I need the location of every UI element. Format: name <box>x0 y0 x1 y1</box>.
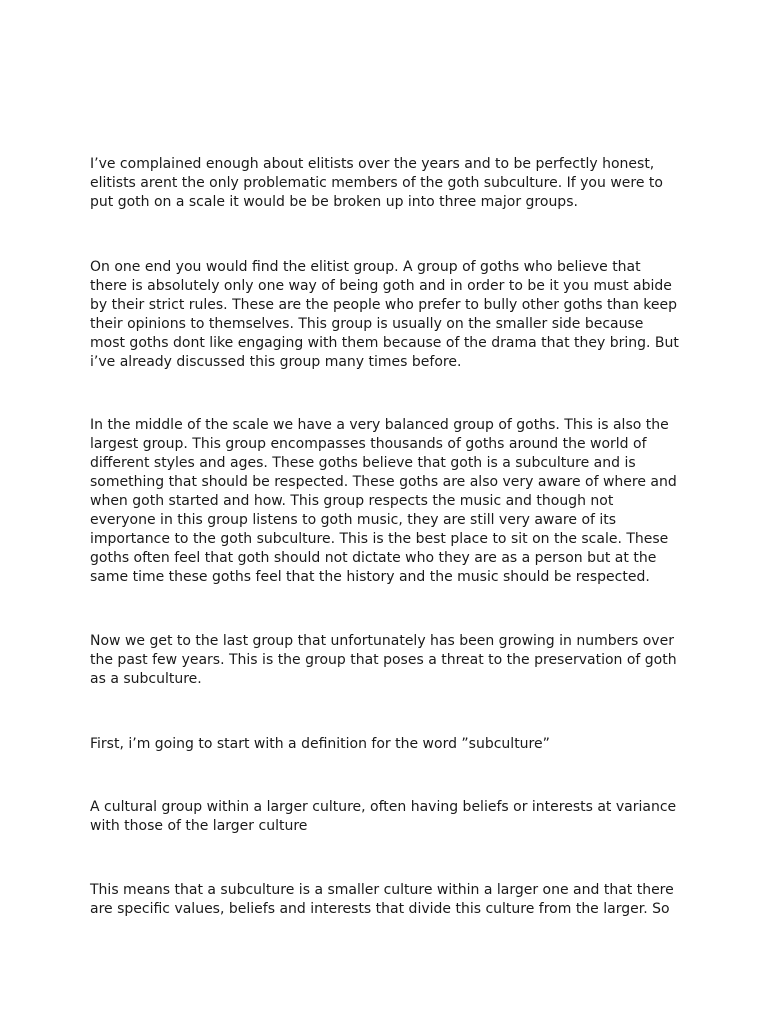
paragraph-definition: A cultural group within a larger culture, often having beliefs or interests at variance with those of the larger culture <box>90 799 677 834</box>
paragraph-intro: I’ve complained enough about elitists over the years and to be perfectly honest, elitists arent the only problematic members of the goth subculture. If you were to put goth on a scale it would be be broken up into three major groups. <box>90 156 663 210</box>
paragraph-explanation: This means that a subculture is a smaller culture within a larger one and that there are specific values, beliefs and interests that divide this culture from the larger. So <box>90 882 674 917</box>
paragraph-last-group: Now we get to the last group that unfortunately has been growing in numbers over the past few years. This is the group that poses a threat to the preservation of goth as a subculture. <box>90 633 677 687</box>
paragraph-elitist-group: On one end you would find the elitist group. A group of goths who believe that there is absolutely only one way of being goth and in order to be it you must abide by their strict rules. These are the people who prefer to bully other goths than keep their opinions to themselves. This group is usually on the smaller side because most goths dont like engaging with them because of the drama that they bring. But i’ve already discussed this group many times before. <box>90 259 679 370</box>
paragraph-definition-intro: First, i’m going to start with a definition for the word ”subculture” <box>90 736 550 752</box>
paragraph-balanced-group: In the middle of the scale we have a very balanced group of goths. This is also the largest group. This group encompasses thousands of goths around the world of different styles and ages. These goths believe that goth is a subculture and is something that should be respected. These goths are also very aware of where and when goth started and how. This group respects the music and though not everyone in this group listens to goth music, they are still very aware of its importance to the goth subculture. This is the best place to sit on the scale. These goths often feel that goth should not dictate who they are as a person but at the same time these goths feel that the history and the music should be respected. <box>90 417 677 585</box>
